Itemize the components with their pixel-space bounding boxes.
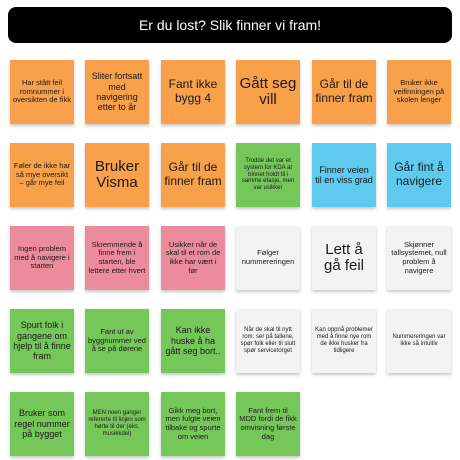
- sticky-note-text: Finner veien til en viss grad: [315, 164, 373, 185]
- board-title: Er du lost? Slik finner vi fram!: [8, 7, 452, 43]
- sticky-note[interactable]: [85, 60, 149, 124]
- sticky-note-text: Fant frem til MDD fordi de fikk omvisning første dag: [239, 405, 297, 441]
- sticky-note-text: Kan oppnå problemer med å finne nye rom de ikke husker fra tidligere: [315, 327, 373, 354]
- sticky-note[interactable]: [387, 60, 451, 124]
- sticky-note[interactable]: [161, 226, 225, 290]
- sticky-note[interactable]: [387, 309, 451, 373]
- sticky-note-text: Går til de finner fram: [164, 160, 222, 188]
- sticky-note-text: Gått seg vill: [239, 74, 297, 108]
- sticky-note-text: Sliter fortsatt med navigering etter to år: [91, 71, 143, 113]
- sticky-note-text: Bruker som regel nummer på bygget: [14, 408, 70, 440]
- sticky-note-text: Bruker ikke veifinningen på skolen lenger: [393, 78, 445, 105]
- sticky-note-text: Trodde det var et system for KDA at trinnet holdt til i samme etasje, men var usikker: [241, 157, 295, 192]
- sticky-note[interactable]: [236, 309, 300, 373]
- sticky-note[interactable]: [312, 226, 376, 290]
- sticky-note[interactable]: [161, 309, 225, 373]
- sticky-note-text: Går til de finner fram: [315, 77, 373, 105]
- sticky-note-text: Skjønner tallsystemet, null problem å navigere: [391, 239, 447, 275]
- sticky-note-text: Skremmende å finne frem i starten, ble lettere etter hvert: [88, 239, 146, 275]
- sticky-note[interactable]: [10, 60, 74, 124]
- sticky-note-text: Kan ikke huske å ha gått seg bort..: [165, 325, 221, 357]
- sticky-note-text: Går fint å navigere: [394, 160, 444, 188]
- sticky-note-text: Følger nummereringen: [241, 248, 295, 266]
- sticky-note[interactable]: [161, 60, 225, 124]
- sticky-note-text: Ingen problem med å navigere i starten: [14, 244, 70, 271]
- sticky-note[interactable]: [161, 143, 225, 207]
- sticky-note-text: Gikk meg bort, men fulgte veien tilbake og spurte om veien: [165, 405, 221, 441]
- sticky-note-text: Lett å gå feil: [323, 240, 365, 274]
- sticky-note-text: Fant ut av byggnummer ved å se på dørene: [88, 327, 146, 354]
- sticky-note[interactable]: [236, 226, 300, 290]
- sticky-note-text: Føler de ikke har så mye oversikt – går mye feil: [13, 161, 71, 188]
- sticky-note-text: Når de skal til nytt rom: ser på tallene, spør folk eller til slutt spør servicetorget: [240, 327, 296, 354]
- sticky-note[interactable]: [85, 226, 149, 290]
- sticky-note[interactable]: [85, 309, 149, 373]
- sticky-note[interactable]: [387, 143, 451, 207]
- sticky-note[interactable]: [236, 392, 300, 456]
- sticky-note-text: Usikker når de skal til et rom de ikke har vært i før: [165, 239, 221, 275]
- sticky-note-text: Bruker Visma: [94, 157, 140, 191]
- sticky-note[interactable]: [10, 226, 74, 290]
- sticky-note[interactable]: [10, 392, 74, 456]
- sticky-note[interactable]: [85, 392, 149, 456]
- sticky-note-text: Har stått feil romnummer i oversikten de fikk: [13, 78, 71, 105]
- sticky-note[interactable]: [10, 309, 74, 373]
- sticky-note[interactable]: [236, 143, 300, 207]
- sticky-note[interactable]: [85, 143, 149, 207]
- sticky-note[interactable]: [387, 226, 451, 290]
- sticky-note[interactable]: [312, 143, 376, 207]
- sticky-note-text: Nummereringen var ikke så intuitiv: [392, 334, 446, 347]
- sticky-note[interactable]: [312, 309, 376, 373]
- sticky-note[interactable]: [236, 60, 300, 124]
- sticky-note-text: Spurt folk i gangene om hjelp til å finne fram: [13, 320, 71, 362]
- sticky-note-text: Fant ikke bygg 4: [168, 77, 218, 105]
- sticky-note[interactable]: [10, 143, 74, 207]
- sticky-note-text: MEN noen ganger refererte til linjen som hørte til der (eks. musikkdel): [88, 410, 146, 437]
- sticky-note[interactable]: [312, 60, 376, 124]
- sticky-note[interactable]: [161, 392, 225, 456]
